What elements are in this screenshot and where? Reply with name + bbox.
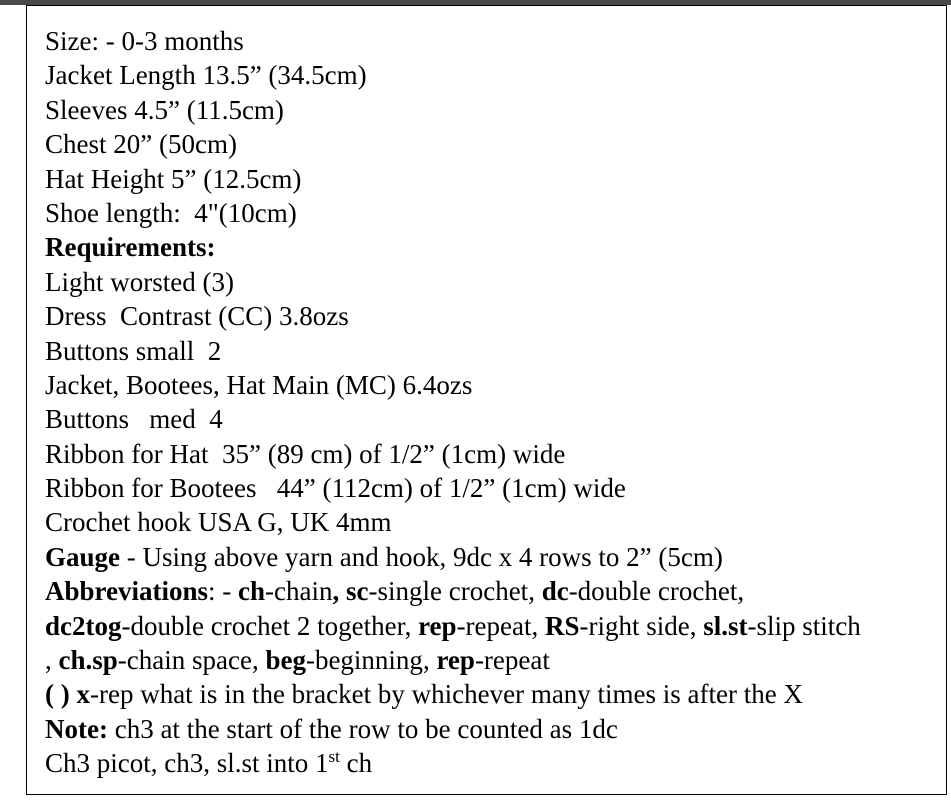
spec-size: Size: - 0-3 months [45,26,244,56]
abbr-meaning: -double crochet [568,576,738,607]
abbr-term: dc [541,576,569,607]
gauge-label: Gauge [45,541,121,572]
abbr-term: dc2tog [45,610,122,641]
abbr-term: ch [238,576,266,607]
abbr-meaning: -chain space [117,645,252,676]
note-label: Note: [45,713,108,744]
requirement-main-color: Jacket, Bootees, Hat Main (MC) 6.4ozs [45,369,473,400]
requirement-dress-contrast: Dress Contrast (CC) 3.8ozs [45,301,349,332]
bracket-rule-line [45,677,940,711]
requirement-ribbon-bootees: Ribbon for Bootees 44” (112cm) of 1/2” (1cm) wide [45,473,626,504]
abbr-meaning: -repeat [474,645,550,676]
bracket-rule-text: -rep what is in the bracket by whichever many times is after the X [89,679,803,710]
abbr-term: ch.sp [58,645,118,676]
abbr-term: sl.st [703,610,748,641]
requirement-buttons-med: Buttons med 4 [45,404,223,435]
abbr-term: rep [436,645,475,676]
gauge-text: - Using above yarn and hook, 9dc x 4 rows to 2” (5cm) [120,541,723,572]
abbr-term: sc [346,576,369,607]
spec-sleeves: Sleeves 4.5” (11.5cm) [45,94,284,125]
spec-shoe-length: Shoe length: 4"(10cm) [45,197,297,228]
abbreviations-paragraph: Abbreviations: - ch-chain, sc-single crochet, dc-double crochet, dc2tog-double crochet 2 together, rep-repeat, RS-right side, sl.st-slip stitch , ch.sp-chain space, beg-beginning, rep-repeat [45,576,861,676]
note-line [45,712,940,746]
bracket-rule-term: ( ) x [45,679,90,710]
requirement-buttons-small: Buttons small 2 [45,335,222,366]
requirement-ribbon-hat: Ribbon for Hat 35” (89 cm) of 1/2” (1cm) wide [45,438,566,469]
abbr-term: rep [418,610,457,641]
abbr-meaning: -double crochet 2 together [121,610,405,641]
abbr-term: RS [545,610,580,641]
abbr-term: beg [265,645,306,676]
gauge-line [45,540,940,574]
document-content [45,24,940,781]
spec-hat-height: Hat Height 5” (12.5cm) [45,163,302,194]
document-box [26,5,947,795]
abbreviations-label: Abbreviations [45,576,209,607]
requirement-crochet-hook: Crochet hook USA G, UK 4mm [45,507,392,538]
abbr-meaning: -single crochet [368,576,529,607]
requirements-heading: Requirements: [45,232,216,263]
spec-jacket-length: Jacket Length 13.5” (34.5cm) [45,60,367,91]
note-text: ch3 at the start of the row to be counted as 1dc [107,713,618,744]
abbr-meaning: -repeat [456,610,532,641]
picot-line: Ch3 picot, ch3, sl.st into 1st ch [45,747,373,779]
abbr-meaning: -right side [579,610,690,641]
abbr-meaning: -slip stitch [747,610,861,641]
abbr-meaning: -chain [265,576,333,607]
abbr-meaning: -beginning [305,645,423,676]
requirement-yarn: Light worsted (3) [45,266,234,297]
ordinal-superscript: st [328,747,340,767]
spec-chest: Chest 20” (50cm) [45,129,237,160]
